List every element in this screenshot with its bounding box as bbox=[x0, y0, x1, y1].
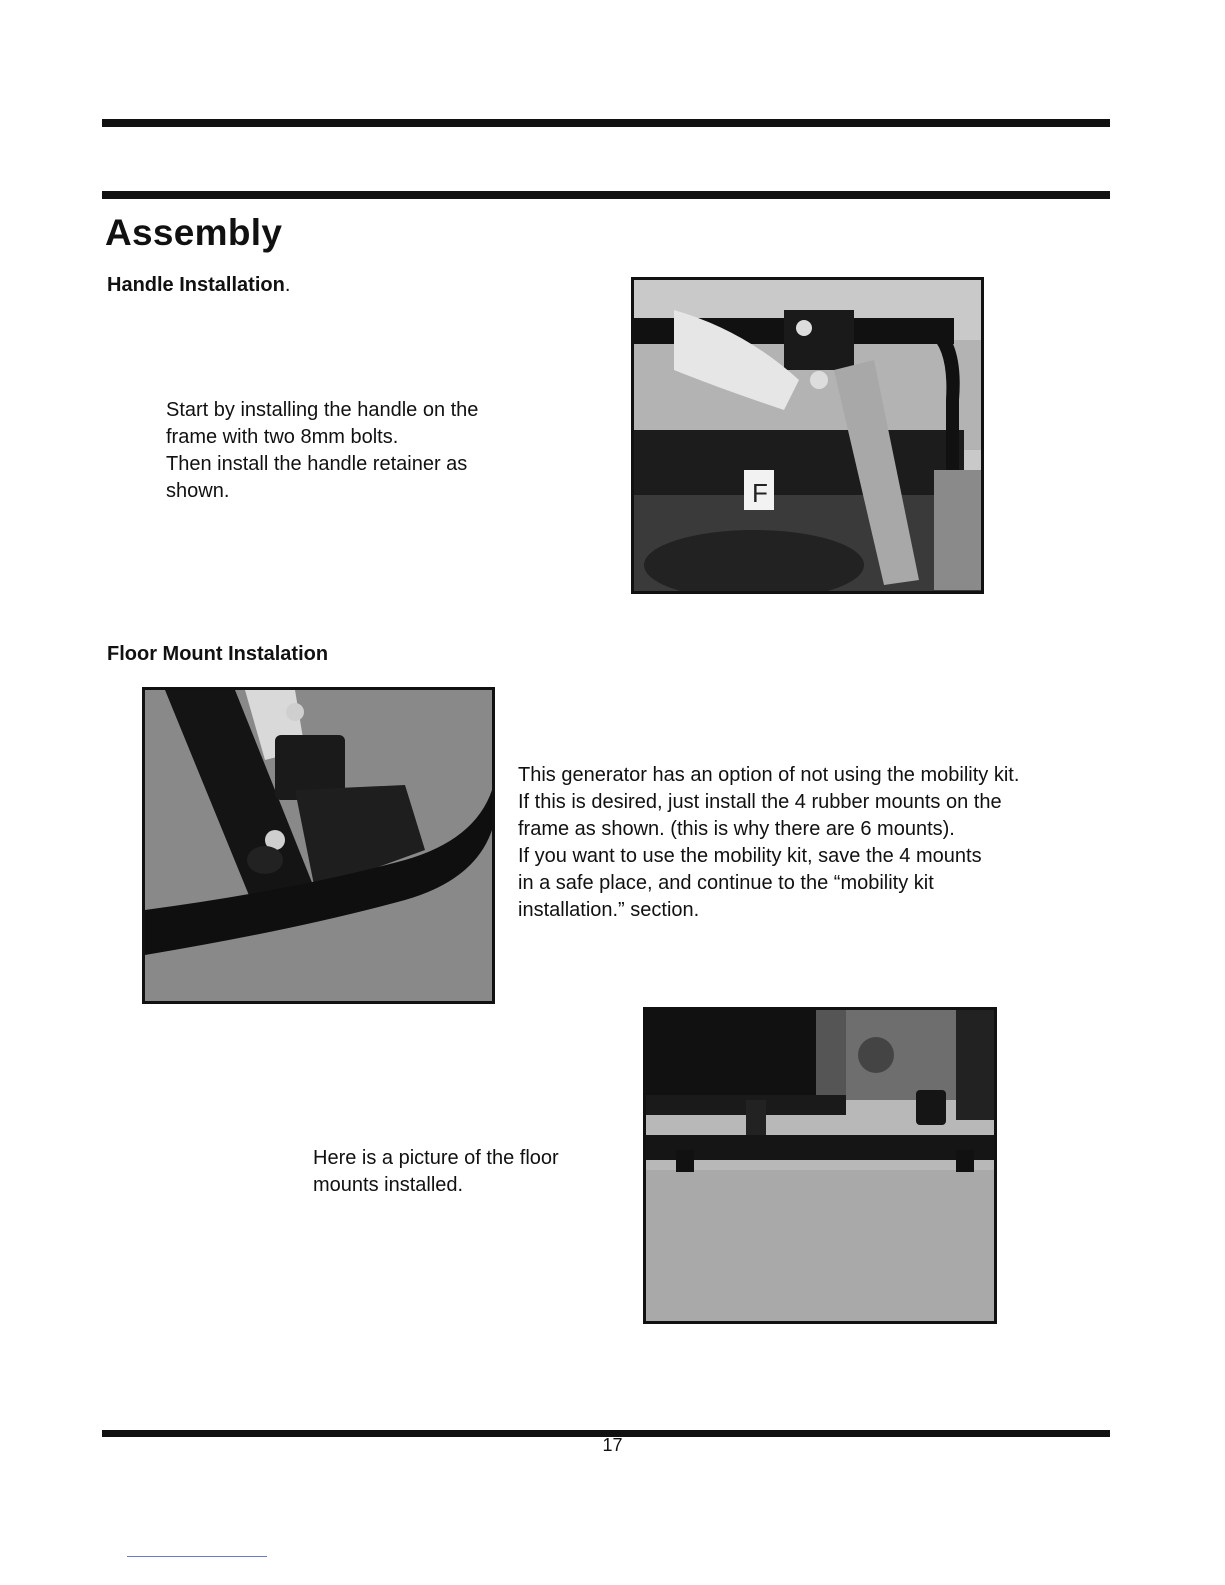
page-number: 17 bbox=[602, 1435, 623, 1455]
handle-installation-heading bbox=[107, 274, 290, 297]
floor-mount-heading: Floor Mount Instalation bbox=[107, 643, 329, 665]
header-rule-top bbox=[102, 119, 1110, 127]
handle-line: Start by installing the handle on the bbox=[166, 399, 479, 421]
handle-heading-text: Handle Installation bbox=[107, 274, 285, 296]
handle-line: frame with two 8mm bolts. bbox=[166, 426, 399, 448]
handle-heading-period: . bbox=[284, 274, 291, 296]
rubber-mount-photo bbox=[142, 687, 495, 1004]
installed-caption bbox=[313, 1145, 633, 1199]
floor-line: If you want to use the mobility kit, save the 4 mounts bbox=[518, 845, 982, 867]
handle-line: shown. bbox=[166, 480, 230, 502]
frame-label: F bbox=[752, 478, 768, 508]
installed-line: mounts installed. bbox=[313, 1174, 464, 1196]
floor-mount-instructions bbox=[518, 762, 1218, 924]
floor-line: installation.” section. bbox=[518, 899, 700, 921]
floor-mounts-installed-photo bbox=[643, 1007, 997, 1324]
floor-line: frame as shown. (this is why there are 6 mounts). bbox=[518, 818, 955, 840]
floor-line: This generator has an option of not using the mobility kit. bbox=[518, 764, 1020, 786]
handle-line: Then install the handle retainer as bbox=[166, 453, 468, 475]
installed-line: Here is a picture of the floor bbox=[313, 1147, 559, 1169]
header-rule-bottom bbox=[102, 191, 1110, 199]
page-title: Assembly bbox=[105, 212, 283, 253]
footer-link-underline bbox=[127, 1556, 267, 1557]
floor-line: in a safe place, and continue to the “mobility kit bbox=[518, 872, 934, 894]
floor-line: If this is desired, just install the 4 rubber mounts on the bbox=[518, 791, 1002, 813]
handle-instructions bbox=[166, 397, 586, 505]
handle-installation-photo bbox=[631, 277, 984, 594]
